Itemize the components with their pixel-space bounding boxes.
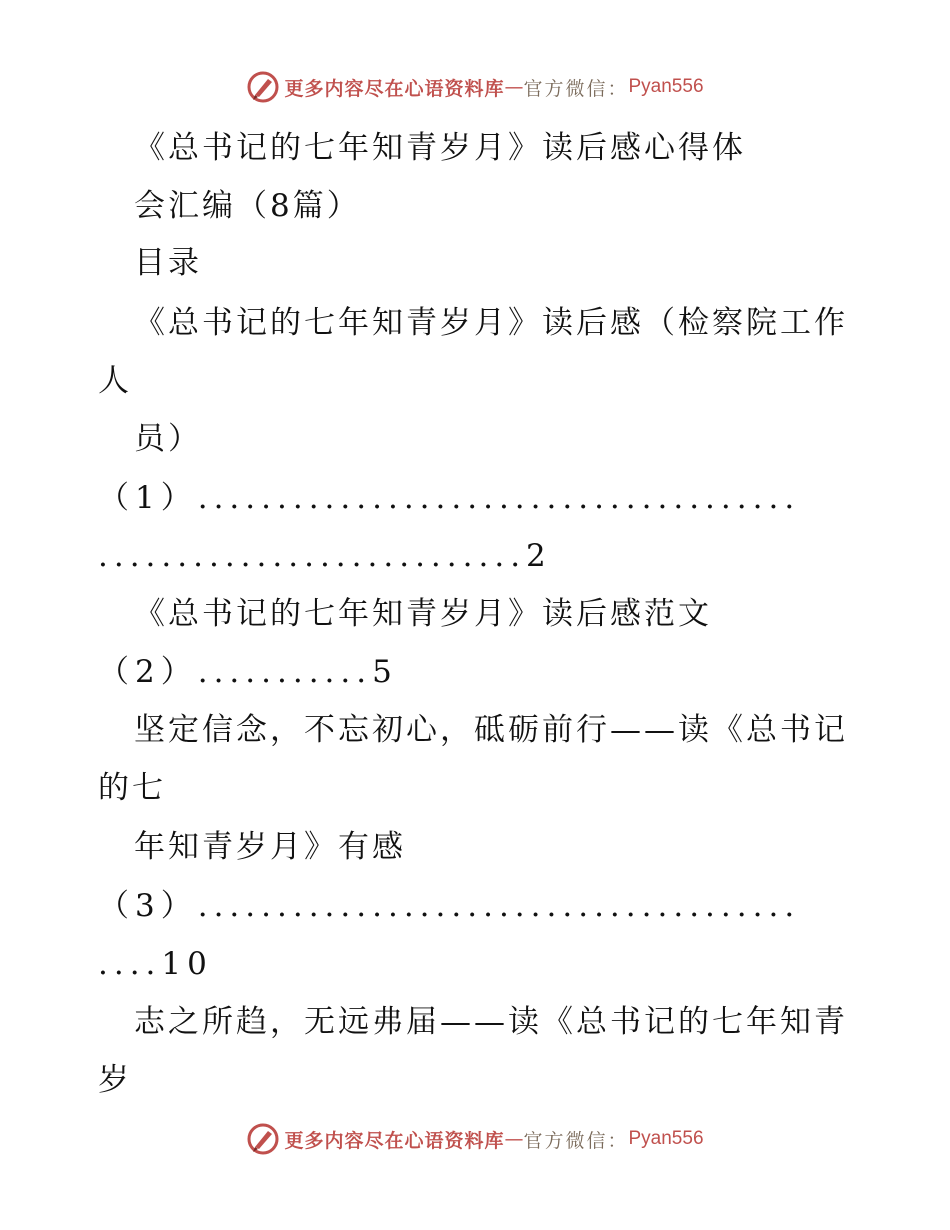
toc-entry-3-leader: （3）......................................	[98, 888, 801, 924]
toc-entry-1-leader: （1）......................................	[98, 480, 801, 516]
watermark-text: 更多内容尽在心语资料库	[284, 1129, 505, 1152]
doc-title-line-1: 《总书记的七年知青岁月》读后感心得体	[134, 130, 746, 166]
toc-entry-3-page: ....10	[98, 946, 213, 982]
watermark-dash: —	[504, 1128, 524, 1150]
watermark-wechat-id: Pyan556	[628, 1128, 704, 1149]
toc-entry-4-line-1: 志之所趋，无远弗届——读《总书记的七年知青	[134, 1004, 848, 1040]
toc-entry-1-line-1: 《总书记的七年知青岁月》读后感（检察院工作	[134, 305, 848, 341]
pen-logo-icon	[246, 70, 280, 104]
watermark-dash: —	[504, 76, 524, 98]
toc-entry-1-page: ...........................2	[98, 538, 552, 574]
watermark-wechat-label: 官方微信：	[523, 1129, 629, 1152]
footer-watermark	[0, 1122, 950, 1156]
toc-entry-3-line-1: 坚定信念，不忘初心，砥砺前行——读《总书记	[134, 712, 848, 748]
watermark-wechat-id: Pyan556	[628, 76, 704, 97]
toc-heading: 目录	[134, 245, 202, 281]
pen-logo-icon	[246, 1122, 280, 1156]
toc-entry-4-line-2: 岁	[98, 1062, 132, 1098]
doc-title-line-2: 会汇编（8篇）	[134, 188, 361, 224]
watermark-text: 更多内容尽在心语资料库	[284, 77, 505, 100]
watermark-wechat-label: 官方微信：	[523, 77, 629, 100]
toc-entry-1-line-3: 员）	[134, 421, 202, 457]
toc-entry-2-title: 《总书记的七年知青岁月》读后感范文	[134, 596, 712, 632]
header-watermark	[0, 70, 950, 104]
toc-entry-3-line-2: 的七	[98, 770, 166, 806]
toc-entry-1-line-2: 人	[98, 363, 132, 399]
toc-entry-2-page: （2）...........5	[98, 654, 398, 690]
toc-entry-3-line-3: 年知青岁月》有感	[134, 829, 406, 865]
